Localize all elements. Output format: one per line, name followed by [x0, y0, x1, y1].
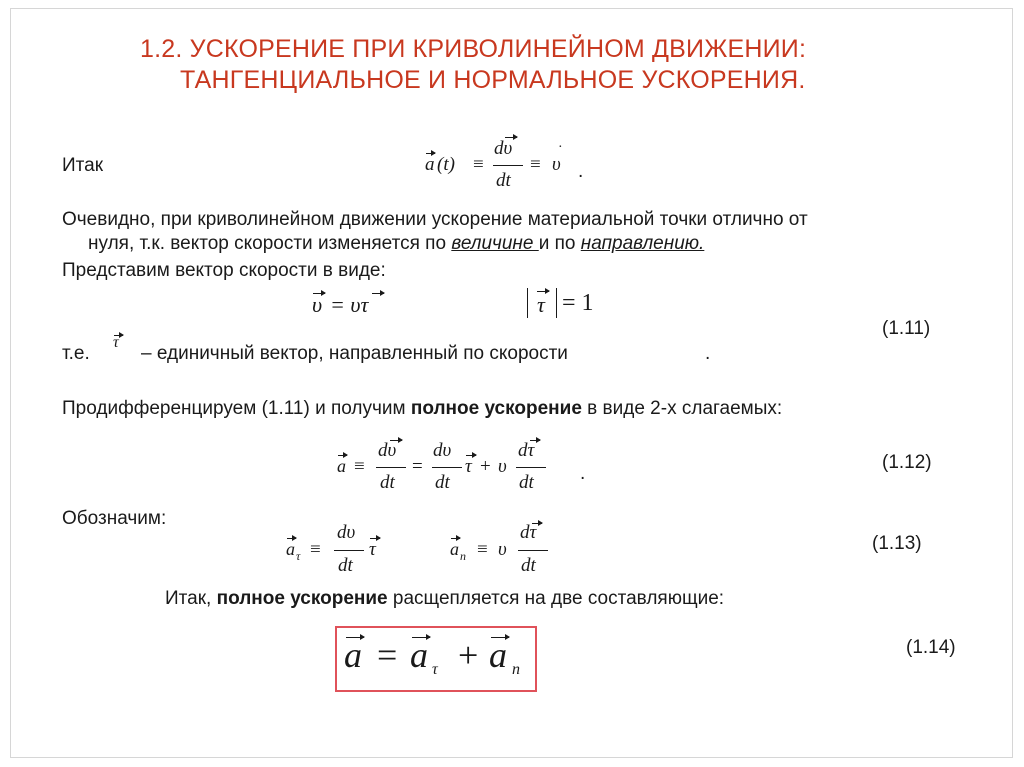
- math-equiv: ≡: [310, 539, 321, 560]
- math-v: υ: [498, 539, 507, 560]
- math-a: a: [286, 539, 295, 559]
- bold-term: полное ускорение: [216, 588, 388, 609]
- equation-number: (1.14): [906, 637, 956, 658]
- math-equiv: ≡: [354, 456, 365, 477]
- math-v: υ: [312, 292, 323, 317]
- bold-term: полное ускорение: [410, 398, 582, 419]
- math-v: υ: [498, 456, 507, 477]
- math-t: (t): [437, 154, 455, 175]
- math-denominator: dt: [519, 472, 534, 493]
- math-rhs: = υτ: [330, 292, 369, 317]
- math-tau: τ: [537, 292, 545, 317]
- paragraph-line: Представим вектор скорости в виде:: [62, 260, 386, 281]
- fraction-bar: [493, 165, 523, 166]
- math-equiv: ≡: [477, 539, 488, 560]
- fraction-bar: [334, 550, 364, 551]
- vector-arrow: [372, 293, 384, 294]
- text-span: – единичный вектор, направленный по скорости: [141, 343, 568, 364]
- slide-title: [140, 34, 940, 96]
- equation-number: (1.12): [882, 452, 932, 473]
- math-numerator: dυ: [337, 522, 356, 543]
- paragraph-line: [88, 232, 704, 256]
- math-equiv: ≡: [473, 154, 484, 175]
- math-one: = 1: [562, 290, 594, 316]
- math-numerator: dτ: [518, 440, 535, 461]
- math-subscript: τ: [432, 661, 438, 678]
- math-plus: +: [480, 456, 491, 477]
- math-a: a: [410, 635, 428, 675]
- math-subscript: n: [460, 549, 466, 563]
- text-span: т.е.: [62, 343, 90, 364]
- math-eq: =: [377, 635, 398, 675]
- math-denominator: dt: [496, 170, 511, 191]
- paragraph-line: [165, 587, 724, 611]
- fraction-bar: [432, 467, 462, 468]
- text-span: и по: [538, 233, 581, 254]
- text-span: Итак,: [165, 588, 217, 609]
- math-equiv: ≡: [530, 154, 541, 175]
- dot-above: ·: [558, 140, 563, 155]
- math-a: a: [344, 635, 362, 675]
- paragraph-line: Обозначим:: [62, 508, 167, 529]
- equation-number: (1.11): [882, 318, 931, 339]
- period: .: [705, 343, 711, 364]
- underlined-word: направлению.: [580, 233, 705, 254]
- text-span: расщепляется на две составляющие:: [387, 588, 725, 609]
- fraction-bar: [376, 467, 406, 468]
- period: .: [580, 463, 586, 484]
- math-eq: =: [412, 456, 423, 477]
- math-tau: τ: [113, 334, 119, 351]
- math-v-dot: υ: [552, 154, 561, 175]
- math-numerator: dυ: [433, 440, 452, 461]
- math-a: a: [489, 635, 507, 675]
- math-denominator: dt: [380, 472, 395, 493]
- math-denominator: dt: [338, 555, 353, 576]
- fraction-bar: [518, 550, 548, 551]
- math-denominator: dt: [435, 472, 450, 493]
- math-a: a: [337, 456, 346, 476]
- title-line-2: ТАНГЕНЦИАЛЬНОЕ И НОРМАЛЬНОЕ УСКОРЕНИЯ.: [180, 66, 806, 94]
- period: .: [578, 161, 584, 182]
- paragraph-line: [62, 397, 782, 421]
- math-subscript: τ: [296, 549, 301, 563]
- math-numerator: dτ: [520, 522, 537, 543]
- math-a: a: [450, 539, 459, 559]
- underlined-word: величине: [451, 233, 539, 254]
- math-tau: τ: [465, 456, 472, 477]
- text-span: Продифференцируем (1.11) и получим: [62, 398, 411, 419]
- math-tau: τ: [369, 539, 376, 560]
- itak-label: Итак: [62, 155, 104, 176]
- math-subscript: n: [512, 661, 520, 678]
- math-numerator: dυ: [494, 138, 513, 159]
- math-plus: +: [458, 635, 479, 675]
- title-line-1: 1.2. УСКОРЕНИЕ ПРИ КРИВОЛИНЕЙНОМ ДВИЖЕНИИ:: [140, 35, 807, 63]
- equation-number: (1.13): [872, 533, 922, 554]
- fraction-bar: [516, 467, 546, 468]
- abs-bar: [556, 288, 557, 318]
- text-span: нуля, т.к. вектор скорости изменяется по: [88, 233, 452, 254]
- paragraph-line: Очевидно, при криволинейном движении ускорение материальной точки отлично от: [62, 209, 808, 230]
- abs-bar: [527, 288, 528, 318]
- math-numerator: dυ: [378, 440, 397, 461]
- math-a: a: [425, 154, 435, 175]
- math-denominator: dt: [521, 555, 536, 576]
- text-span: в виде 2-х слагаемых:: [581, 398, 783, 419]
